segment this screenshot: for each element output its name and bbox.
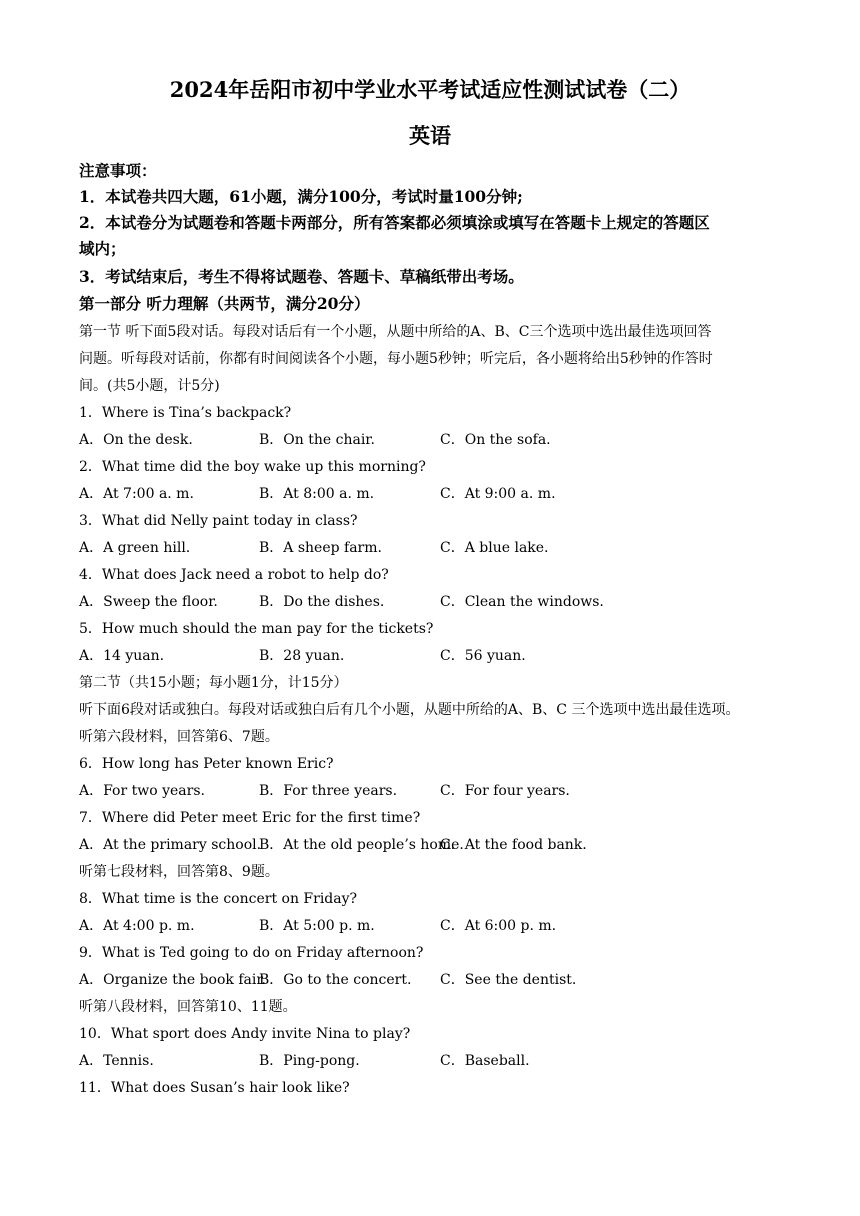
notice-item-2-cont: 域内；: [79, 239, 126, 258]
q5-option-c: C．56 yuan.: [440, 648, 526, 664]
q3-option-c: C．A blue lake.: [440, 540, 549, 556]
q1-option-b: B．On the chair.: [259, 432, 375, 448]
section1-intro-2: 问题。听每段对话前，你都有时间阅读各个小题，每小题5秒钟；听完后，各小题将给出5秒钟的作答时: [79, 351, 713, 367]
question-10: 10．What sport does Andy invite Nina to play?: [79, 1026, 411, 1042]
question-11: 11．What does Susan’s hair look like?: [79, 1080, 350, 1096]
question-6: 6．How long has Peter known Eric?: [79, 756, 334, 772]
q2-option-a: A．At 7:00 a. m.: [79, 486, 194, 502]
q4-option-a: A．Sweep the floor.: [79, 594, 218, 610]
q2-option-c: C．At 9:00 a. m.: [440, 486, 556, 502]
q3-option-b: B．A sheep farm.: [259, 540, 382, 556]
q5-option-b: B．28 yuan.: [259, 648, 345, 664]
q9-option-a: A．Organize the book fair.: [79, 972, 266, 988]
section1-intro-3: 间。(共5小题，计5分): [79, 378, 220, 394]
q4-option-c: C．Clean the windows.: [440, 594, 604, 610]
q6-option-b: B．For three years.: [259, 783, 398, 799]
q2-option-b: B．At 8:00 a. m.: [259, 486, 375, 502]
part1-heading: 第一部分 听力理解（共两节，满分20分）: [79, 294, 370, 313]
q1-option-c: C．On the sofa.: [440, 432, 551, 448]
q10-option-b: B．Ping-pong.: [259, 1053, 360, 1069]
question-9: 9．What is Ted going to do on Friday afternoon?: [79, 945, 424, 961]
q7-option-c: C．At the food bank.: [440, 837, 587, 853]
q3-option-a: A．A green hill.: [79, 540, 191, 556]
notice-heading: 注意事项：: [79, 161, 157, 180]
q4-option-b: B．Do the dishes.: [259, 594, 385, 610]
notice-item-2: 2．本试卷分为试题卷和答题卡两部分，所有答案都必须填涂或填写在答题卡上规定的答题区: [79, 213, 710, 232]
section2-heading: 第二节（共15小题；每小题1分，计15分）: [79, 675, 348, 691]
material-8-note: 听第八段材料，回答第10、11题。: [79, 999, 297, 1015]
question-7: 7．Where did Peter meet Eric for the first time?: [79, 810, 421, 826]
q6-option-a: A．For two years.: [79, 783, 205, 799]
q8-option-a: A．At 4:00 p. m.: [79, 918, 195, 934]
question-5: 5．How much should the man pay for the tickets?: [79, 621, 434, 637]
notice-item-3: 3．考试结束后，考生不得将试题卷、答题卡、草稿纸带出考场。: [79, 267, 524, 286]
q7-option-b: B．At the old people’s home.: [259, 837, 464, 853]
section2-intro: 听下面6段对话或独白。每段对话或独白后有几个小题，从题中所给的A、B、C 三个选项中选出最佳选项。: [79, 702, 740, 718]
q10-option-c: C．Baseball.: [440, 1053, 530, 1069]
material-7-note: 听第七段材料，回答第8、9题。: [79, 864, 279, 880]
exam-title: 2024年岳阳市初中学业水平考试适应性测试试卷（二）: [169, 77, 691, 102]
question-3: 3．What did Nelly paint today in class?: [79, 513, 358, 529]
question-1: 1．Where is Tina’s backpack?: [79, 405, 292, 421]
q7-option-a: A．At the primary school.: [79, 837, 262, 853]
notice-item-1: 1．本试卷共四大题，61小题，满分100分，考试时量100分钟;: [79, 187, 523, 206]
q1-option-a: A．On the desk.: [79, 432, 193, 448]
q8-option-c: C．At 6:00 p. m.: [440, 918, 557, 934]
section1-intro-1: 第一节 听下面5段对话。每段对话后有一个小题，从题中所给的A、B、C三个选项中选出最佳选项回答: [79, 324, 712, 340]
q6-option-c: C．For four years.: [440, 783, 570, 799]
material-6-note: 听第六段材料，回答第6、7题。: [79, 729, 279, 745]
question-8: 8．What time is the concert on Friday?: [79, 891, 358, 907]
q8-option-b: B．At 5:00 p. m.: [259, 918, 375, 934]
q9-option-b: B．Go to the concert.: [259, 972, 412, 988]
q10-option-a: A．Tennis.: [79, 1053, 154, 1069]
q9-option-c: C．See the dentist.: [440, 972, 577, 988]
exam-subject: 英语: [409, 123, 451, 148]
question-2: 2．What time did the boy wake up this morning?: [79, 459, 426, 475]
q5-option-a: A．14 yuan.: [79, 648, 165, 664]
question-4: 4．What does Jack need a robot to help do?: [79, 567, 389, 583]
